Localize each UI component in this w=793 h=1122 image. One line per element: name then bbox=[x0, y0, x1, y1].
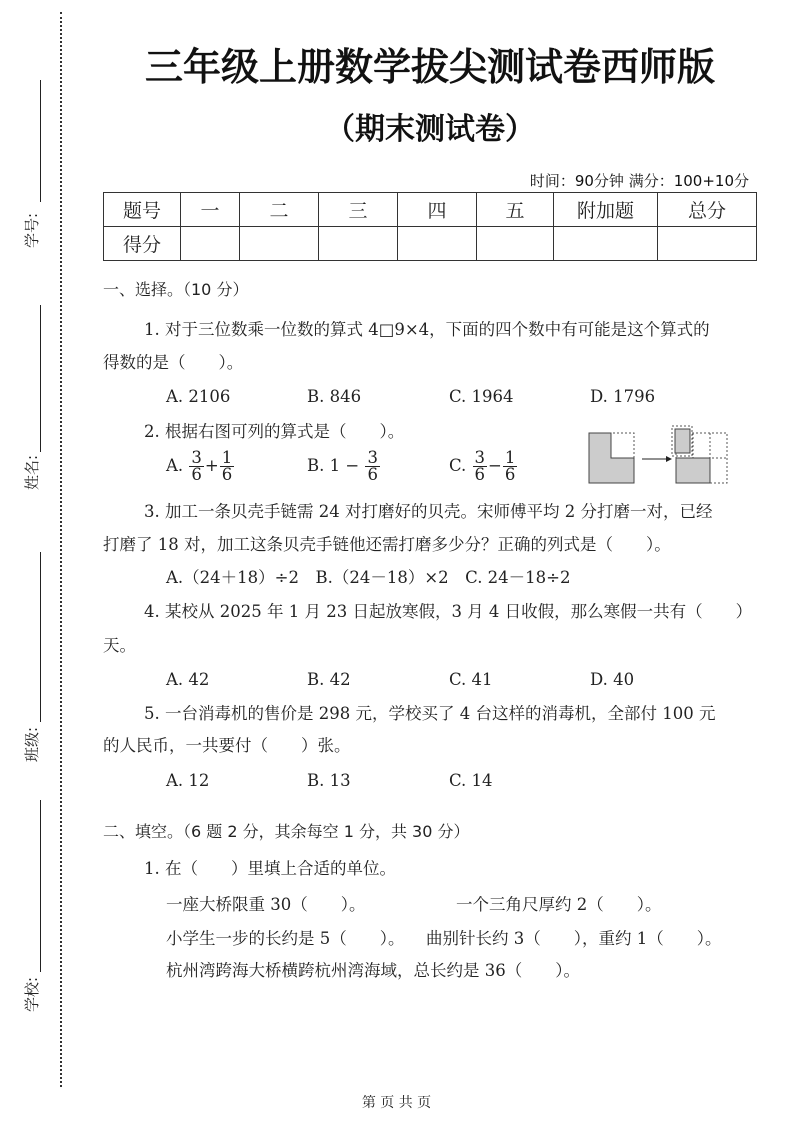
q1-option-d: D. 1796 bbox=[590, 387, 656, 406]
q1-option-b: B. 846 bbox=[307, 387, 362, 406]
q4-text-cont: 天。 bbox=[103, 636, 136, 655]
fraction-diagram bbox=[588, 424, 734, 486]
school-label: 学校: bbox=[23, 976, 42, 1013]
class-label: 班级: bbox=[23, 726, 42, 763]
class-underline bbox=[40, 552, 41, 722]
operator: + bbox=[204, 456, 219, 475]
s2-blank-2: 一个三角尺厚约 2（ ）。 bbox=[456, 895, 662, 914]
table-header-cell: 三 bbox=[319, 193, 398, 227]
denominator: 6 bbox=[504, 465, 516, 484]
fraction bbox=[473, 450, 488, 483]
denominator: 6 bbox=[474, 465, 486, 484]
table-header-cell: 附加题 bbox=[554, 193, 658, 227]
numerator: 3 bbox=[191, 448, 202, 467]
q4-option-b: B. 42 bbox=[307, 670, 351, 689]
score-cell[interactable] bbox=[398, 227, 477, 261]
table-header-cell: 总分 bbox=[658, 193, 757, 227]
score-cell[interactable] bbox=[319, 227, 398, 261]
q3-text-cont: 打磨了 18 对，加工这条贝壳手链他还需打磨多少分？正确的列式是（ ）。 bbox=[103, 535, 671, 554]
numerator: 1 bbox=[504, 448, 516, 467]
table-row-label: 得分 bbox=[104, 227, 181, 261]
q5-option-c: C. 14 bbox=[449, 771, 493, 790]
q1-text: 1. 对于三位数乘一位数的算式 4□9×4，下面的四个数中有可能是这个算式的 bbox=[144, 320, 710, 339]
q1-text-cont: 得数的是（ ）。 bbox=[103, 353, 244, 372]
q3-text: 3. 加工一条贝壳手链需 24 对打磨好的贝壳。宋师傅平均 2 分打磨一对，已经 bbox=[144, 502, 713, 521]
name-label: 姓名: bbox=[23, 454, 42, 491]
option-prefix: A. bbox=[166, 456, 184, 475]
table-row bbox=[104, 193, 757, 227]
s2-blank-1: 一座大桥限重 30（ ）。 bbox=[166, 895, 366, 914]
operator: − bbox=[488, 456, 502, 475]
numerator: 1 bbox=[221, 448, 233, 467]
table-header-cell: 题号 bbox=[104, 193, 181, 227]
score-cell[interactable] bbox=[477, 227, 554, 261]
denominator: 6 bbox=[221, 465, 233, 484]
q5-option-b: B. 13 bbox=[307, 771, 351, 790]
score-cell[interactable] bbox=[181, 227, 240, 261]
page-title: 三年级上册数学拔尖测试卷西师版 bbox=[144, 45, 715, 89]
table-row bbox=[104, 227, 757, 261]
fraction bbox=[220, 450, 235, 483]
numerator: 3 bbox=[474, 448, 486, 467]
table-header-cell: 五 bbox=[477, 193, 554, 227]
q1-option-c: C. 1964 bbox=[449, 387, 514, 406]
table-header-cell: 一 bbox=[181, 193, 240, 227]
score-cell[interactable] bbox=[240, 227, 319, 261]
section-1-title: 一、选择。（10 分） bbox=[103, 280, 249, 299]
q2-option-a bbox=[166, 450, 235, 483]
table-header-cell: 四 bbox=[398, 193, 477, 227]
section-2-title: 二、填空。（6 题 2 分，其余每空 1 分，共 30 分） bbox=[103, 822, 470, 841]
q5-text: 5. 一台消毒机的售价是 298 元，学校买了 4 台这样的消毒机，全部付 100 元 bbox=[144, 704, 716, 723]
q3-options: A.（24＋18）÷2 B.（24－18）×2 C. 24－18÷2 bbox=[166, 568, 571, 587]
name-underline bbox=[40, 305, 41, 452]
option-prefix: C. bbox=[449, 456, 467, 475]
option-prefix: B. 1 − bbox=[307, 456, 360, 475]
s2-blank-3: 小学生一步的长约是 5（ ）。 bbox=[166, 929, 405, 948]
exam-meta: 时间：90分钟 满分：100+10分 bbox=[529, 172, 749, 190]
page-footer: 第 页 共 页 bbox=[361, 1095, 432, 1111]
score-table bbox=[103, 192, 757, 261]
school-underline bbox=[40, 800, 41, 972]
q2-option-c bbox=[449, 450, 518, 483]
q5-option-a: A. 12 bbox=[166, 771, 210, 790]
q5-text-cont: 的人民币，一共要付（ ）张。 bbox=[103, 736, 351, 755]
numerator: 3 bbox=[367, 448, 378, 467]
q4-option-d: D. 40 bbox=[590, 670, 635, 689]
q4-text: 4. 某校从 2025 年 1 月 23 日起放寒假，3 月 4 日收假，那么寒假一共有（ ） bbox=[144, 602, 753, 621]
binding-dotted-line bbox=[60, 12, 62, 1087]
fraction bbox=[365, 450, 380, 483]
s2-blank-5: 杭州湾跨海大桥横跨杭州湾海域，总长约是 36（ ）。 bbox=[166, 961, 580, 980]
denominator: 6 bbox=[191, 465, 202, 484]
s2-blank-4: 曲别针长约 3（ ），重约 1（ ）。 bbox=[426, 929, 722, 948]
student-id-label: 学号: bbox=[23, 212, 42, 249]
q2-text: 2. 根据右图可列的算式是（ ）。 bbox=[144, 422, 405, 441]
fraction bbox=[503, 450, 518, 483]
q2-option-b bbox=[307, 450, 381, 483]
score-cell[interactable] bbox=[658, 227, 757, 261]
fraction bbox=[189, 450, 204, 483]
page-subtitle: （期末测试卷） bbox=[325, 112, 535, 147]
q4-option-a: A. 42 bbox=[166, 670, 210, 689]
q4-option-c: C. 41 bbox=[449, 670, 493, 689]
table-header-cell: 二 bbox=[240, 193, 319, 227]
score-cell[interactable] bbox=[554, 227, 658, 261]
denominator: 6 bbox=[367, 465, 378, 484]
s2-q1-text: 1. 在（ ）里填上合适的单位。 bbox=[144, 859, 396, 878]
q1-option-a: A. 2106 bbox=[166, 387, 231, 406]
